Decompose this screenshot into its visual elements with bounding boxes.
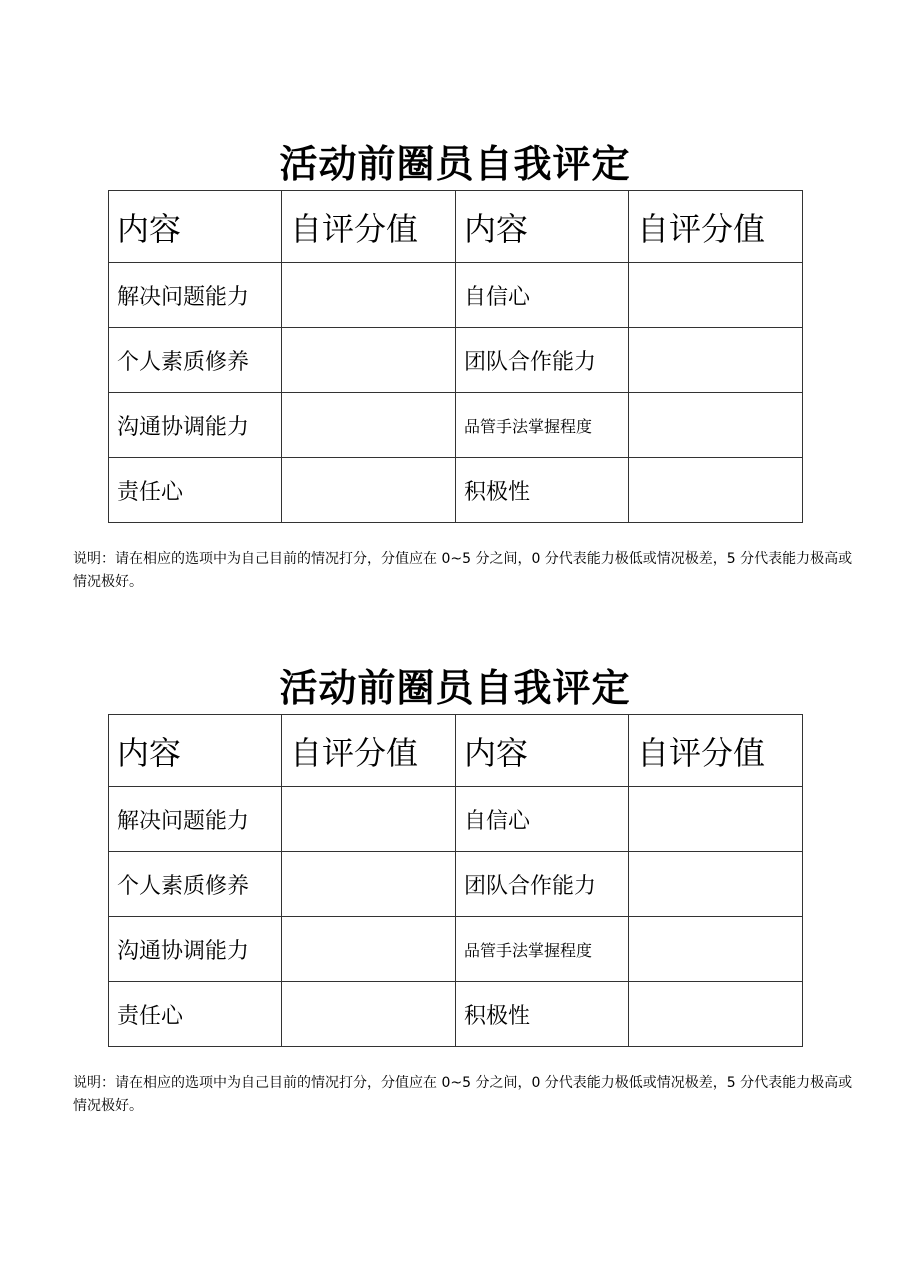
score-cell[interactable] bbox=[629, 263, 803, 328]
form-title: 活动前圈员自我评定 bbox=[279, 666, 631, 710]
item-label: 自信心 bbox=[456, 263, 629, 328]
score-cell[interactable] bbox=[282, 393, 456, 458]
score-cell[interactable] bbox=[629, 852, 803, 917]
table-row bbox=[109, 458, 803, 523]
instruction-note: 说明：请在相应的选项中为自己目前的情况打分，分值应在 0~5 分之间，0 分代表能力极低或情况极差，5 分代表能力极高或情况极好。 bbox=[73, 1075, 853, 1114]
item-label: 自信心 bbox=[456, 787, 629, 852]
score-cell[interactable] bbox=[629, 787, 803, 852]
score-cell[interactable] bbox=[282, 787, 456, 852]
instruction-note: 说明：请在相应的选项中为自己目前的情况打分，分值应在 0~5 分之间，0 分代表能力极低或情况极差，5 分代表能力极高或情况极好。 bbox=[73, 551, 853, 590]
table-row bbox=[109, 263, 803, 328]
score-cell[interactable] bbox=[629, 982, 803, 1047]
item-label: 沟通协调能力 bbox=[109, 917, 282, 982]
score-cell[interactable] bbox=[282, 982, 456, 1047]
header-score-right: 自评分值 bbox=[629, 191, 803, 263]
table-row bbox=[109, 917, 803, 982]
item-label: 品管手法掌握程度 bbox=[456, 393, 629, 458]
header-score-left: 自评分值 bbox=[282, 715, 456, 787]
item-label: 责任心 bbox=[109, 458, 282, 523]
score-cell[interactable] bbox=[629, 458, 803, 523]
score-cell[interactable] bbox=[282, 263, 456, 328]
item-label: 责任心 bbox=[109, 982, 282, 1047]
table-row bbox=[109, 393, 803, 458]
table-header-row bbox=[109, 715, 803, 787]
item-label: 积极性 bbox=[456, 458, 629, 523]
score-cell[interactable] bbox=[629, 328, 803, 393]
header-content-left: 内容 bbox=[109, 191, 282, 263]
item-label: 团队合作能力 bbox=[456, 328, 629, 393]
item-label: 积极性 bbox=[456, 982, 629, 1047]
score-cell[interactable] bbox=[282, 458, 456, 523]
item-label: 个人素质修养 bbox=[109, 852, 282, 917]
header-score-right: 自评分值 bbox=[629, 715, 803, 787]
form-title: 活动前圈员自我评定 bbox=[279, 142, 631, 186]
table-row bbox=[109, 852, 803, 917]
item-label: 解决问题能力 bbox=[109, 787, 282, 852]
header-content-right: 内容 bbox=[456, 715, 629, 787]
item-label: 解决问题能力 bbox=[109, 263, 282, 328]
header-score-left: 自评分值 bbox=[282, 191, 456, 263]
item-label: 团队合作能力 bbox=[456, 852, 629, 917]
table-header-row bbox=[109, 191, 803, 263]
score-cell[interactable] bbox=[282, 917, 456, 982]
evaluation-table bbox=[108, 714, 803, 1047]
table-row bbox=[109, 982, 803, 1047]
evaluation-table bbox=[108, 190, 803, 523]
header-content-left: 内容 bbox=[109, 715, 282, 787]
item-label: 沟通协调能力 bbox=[109, 393, 282, 458]
item-label: 个人素质修养 bbox=[109, 328, 282, 393]
score-cell[interactable] bbox=[282, 852, 456, 917]
item-label: 品管手法掌握程度 bbox=[456, 917, 629, 982]
table-row bbox=[109, 787, 803, 852]
table-row bbox=[109, 328, 803, 393]
score-cell[interactable] bbox=[282, 328, 456, 393]
score-cell[interactable] bbox=[629, 917, 803, 982]
score-cell[interactable] bbox=[629, 393, 803, 458]
header-content-right: 内容 bbox=[456, 191, 629, 263]
